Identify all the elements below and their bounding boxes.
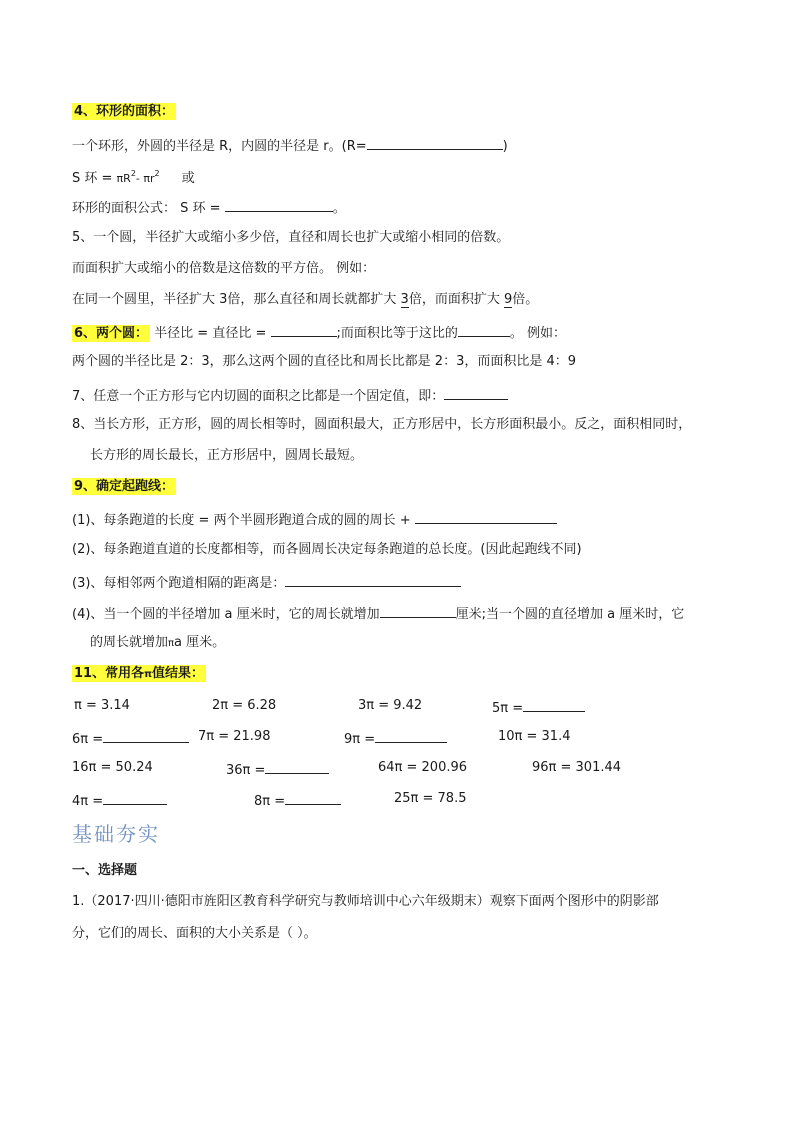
ring-definition-line: 一个环形，外圆的半径是 R，内圆的半径是 r。(R= )	[72, 135, 508, 156]
section-9-item-1: (1)、每条跑道的长度 = 两个半圆形跑道合成的圆的周长 +	[72, 509, 557, 530]
answer-blank	[285, 790, 341, 805]
section-8-line-1: 8、当长方形，正方形，圆的周长相等时，圆面积最大，正方形居中，长方形面积最小。反之，面积相同时，	[72, 417, 692, 432]
answer-blank	[265, 759, 329, 774]
section-9-item-4: (4)、当一个圆的半径增加 a 厘米时，它的周长就增加 厘米;当一个圆的直径增加 a 厘米时，它	[72, 603, 684, 624]
section-5-line-2: 而面积扩大或缩小的倍数是这倍数的平方倍。 例如：	[72, 261, 376, 276]
section-11-heading: 11、常用各π值结果：	[74, 666, 205, 681]
section-9-item-4-cont: 的周长就增加πa 厘米。	[90, 635, 226, 650]
pi-value-cell: 64π = 200.96	[378, 760, 468, 775]
section-7-line: 7、任意一个正方形与它内切圆的面积之比都是一个固定值，即：	[72, 385, 508, 406]
question-1-line-2: 分，它们的周长、面积的大小关系是（ ）。	[72, 926, 317, 941]
answer-blank	[458, 322, 510, 337]
section-6-line-2: 两个圆的半径比是 2：3，那么这两个圆的直径比和周长比都是 2：3，而面积比是 4：9	[72, 354, 577, 369]
pi-value-cell: 9π =	[344, 728, 447, 749]
section-8-line-2: 长方形的周长最长，正方形居中，圆周长最短。	[90, 448, 364, 463]
pi-value-cell: 25π = 78.5	[394, 791, 467, 806]
pi-value-cell: 5π =	[492, 697, 585, 718]
pi-value-cell: 16π = 50.24	[72, 760, 153, 775]
pi-value-cell: 4π =	[72, 790, 167, 811]
pi-value-cell: 6π =	[72, 728, 189, 749]
section-9-item-3: (3)、每相邻两个跑道相隔的距离是：	[72, 572, 461, 593]
answer-blank	[103, 790, 167, 805]
section-6-line-1: 6、两个圆： 半径比 = 直径比 = ;而面积比等于这比的 。 例如：	[72, 322, 566, 343]
section-4-heading: 4、环形的面积：	[74, 104, 175, 119]
answer-blank	[375, 728, 447, 743]
section-9-heading: 9、确定起跑线：	[74, 479, 175, 494]
answer-blank	[415, 509, 557, 524]
pi-value-cell: 7π = 21.98	[198, 729, 271, 744]
answer-blank	[285, 572, 461, 587]
pi-value-cell: 10π = 31.4	[498, 729, 571, 744]
answer-blank	[523, 697, 585, 712]
ring-area-formula-blank-line: 环形的面积公式： S 环 = 。	[72, 197, 346, 218]
pi-value-cell: 96π = 301.44	[532, 760, 622, 775]
pi-value-cell: π = 3.14	[74, 698, 130, 713]
answer-blank	[380, 603, 456, 618]
pi-value-cell: 8π =	[254, 790, 341, 811]
answer-blank	[225, 197, 333, 212]
answer-blank	[271, 322, 337, 337]
answer-blank	[367, 135, 503, 150]
pi-value-cell: 3π = 9.42	[358, 698, 423, 713]
section-5-line-3: 在同一个圆里，半径扩大 3倍，那么直径和周长就都扩大 3倍，而面积扩大 9倍。	[72, 292, 539, 307]
answer-blank	[103, 728, 189, 743]
pi-value-cell: 36π =	[226, 759, 329, 780]
section-5-line-1: 5、一个圆，半径扩大或缩小多少倍，直径和周长也扩大或缩小相同的倍数。	[72, 230, 510, 245]
basics-section-title: 基础夯实	[72, 822, 160, 846]
ring-area-formula-line: S 环 = $\pi R^2-$ $\pi r^2$ 或	[72, 169, 195, 186]
pi-value-cell: 2π = 6.28	[212, 698, 277, 713]
section-9-item-2: (2)、每条跑道直道的长度都相等，而各圆周长决定每条跑道的总长度。(因此起跑线不同)	[72, 542, 582, 557]
multiple-choice-heading: 一、选择题	[72, 863, 138, 878]
answer-blank	[444, 385, 508, 400]
question-1-line-1: 1.（2017·四川·德阳市旌阳区教育科学研究与教师培训中心六年级期末）观察下面两个图形中的阴影部	[72, 894, 659, 909]
